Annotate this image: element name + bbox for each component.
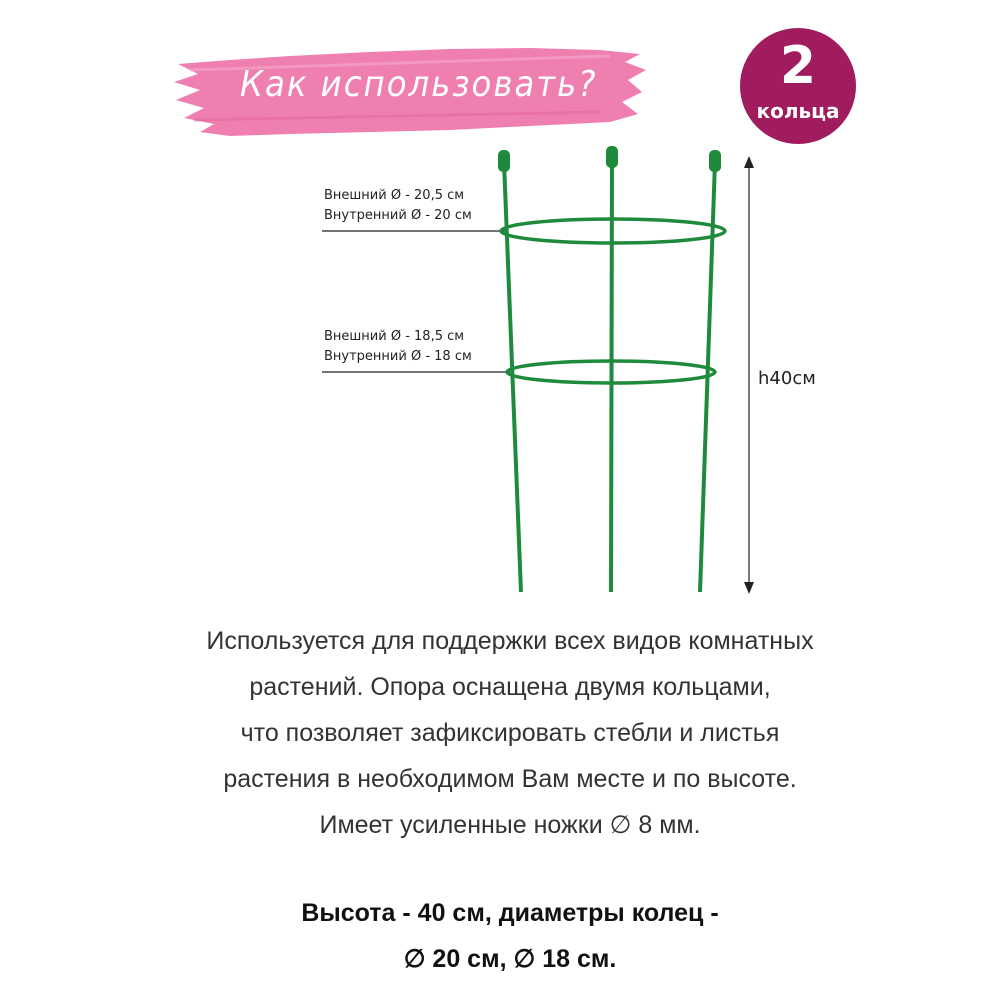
specs-line: ∅ 20 см, ∅ 18 см. (403, 945, 617, 973)
badge-number: 2 (779, 36, 817, 96)
right-leg-cap (709, 150, 721, 172)
lower-ring-outer-diameter: Внешний Ø - 18,5 см (324, 329, 465, 344)
page-title: Как использовать? (240, 64, 598, 105)
upper-ring-inner-diameter: Внутренний Ø - 20 см (324, 208, 472, 223)
badge-label: кольца (756, 99, 840, 123)
lower-ring-inner-diameter: Внутренний Ø - 18 см (324, 349, 472, 364)
center-leg (611, 158, 612, 592)
description-line: растений. Опора оснащена двумя кольцами, (249, 673, 771, 701)
product-description (120, 618, 900, 848)
description-line: растения в необходимом Вам месте и по высоте. (223, 765, 797, 793)
product-specs (120, 890, 900, 982)
specs-line: Высота - 40 см, диаметры колец - (301, 899, 719, 927)
height-arrow-bottom (744, 582, 754, 594)
left-leg-cap (498, 150, 510, 172)
description-line: что позволяет зафиксировать стебли и листья (240, 719, 780, 747)
height-arrow-top (744, 156, 754, 168)
height-label: h40см (758, 368, 816, 389)
center-leg-cap (606, 146, 618, 168)
description-line: Используется для поддержки всех видов комнатных (206, 627, 814, 655)
description-line: Имеет усиленные ножки ∅ 8 мм. (319, 811, 701, 839)
upper-ring-outer-diameter: Внешний Ø - 20,5 см (324, 188, 465, 203)
